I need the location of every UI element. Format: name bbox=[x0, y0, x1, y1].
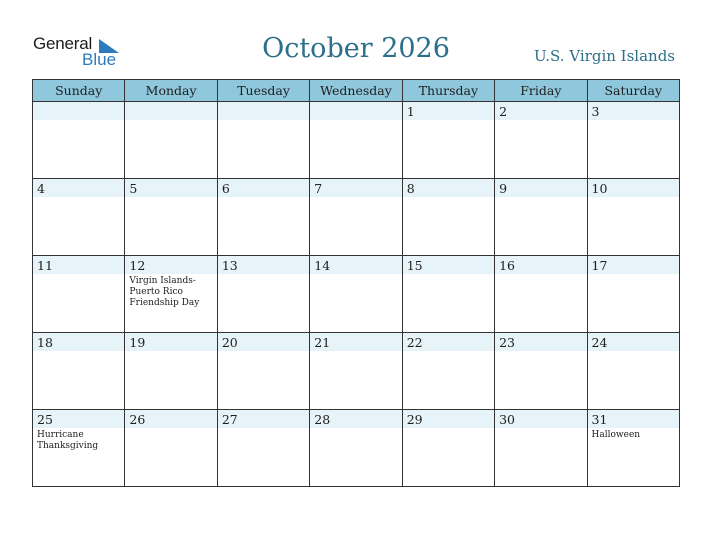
day-number: 10 bbox=[591, 181, 608, 196]
day-cell bbox=[402, 410, 494, 487]
day-cell bbox=[125, 102, 217, 179]
weekday-tuesday: Tuesday bbox=[217, 80, 309, 102]
day-number: 21 bbox=[314, 335, 331, 350]
day-number: 29 bbox=[406, 412, 423, 427]
day-number: 24 bbox=[591, 335, 608, 350]
holiday-label: Halloween bbox=[591, 430, 641, 440]
day-number bbox=[310, 102, 401, 120]
day-number: 5 bbox=[129, 181, 138, 196]
day-cell bbox=[495, 333, 587, 410]
weekday-saturday: Saturday bbox=[587, 80, 679, 102]
day-number: 26 bbox=[129, 412, 146, 427]
day-cell bbox=[217, 410, 309, 487]
day-number: 23 bbox=[499, 335, 516, 350]
day-number: 17 bbox=[591, 258, 608, 273]
day-cell bbox=[587, 410, 679, 487]
day-cell bbox=[402, 102, 494, 179]
day-cell bbox=[587, 179, 679, 256]
day-cell bbox=[33, 179, 125, 256]
day-cell bbox=[125, 179, 217, 256]
week-row bbox=[33, 333, 680, 410]
week-row bbox=[33, 410, 680, 487]
weekday-sunday: Sunday bbox=[33, 80, 125, 102]
day-cell bbox=[310, 333, 402, 410]
day-cell bbox=[310, 256, 402, 333]
day-cell bbox=[402, 333, 494, 410]
day-number: 4 bbox=[37, 181, 45, 196]
day-number bbox=[125, 102, 216, 120]
week-row bbox=[33, 179, 680, 256]
calendar-grid bbox=[32, 79, 680, 487]
day-number: 22 bbox=[406, 335, 423, 350]
day-number: 12 bbox=[129, 258, 146, 273]
week-row bbox=[33, 102, 680, 179]
day-number: 11 bbox=[37, 258, 53, 273]
day-number: 9 bbox=[499, 181, 508, 196]
day-cell bbox=[217, 102, 309, 179]
weekday-thursday: Thursday bbox=[402, 80, 494, 102]
day-number bbox=[218, 102, 309, 120]
day-cell bbox=[495, 179, 587, 256]
day-number: 16 bbox=[499, 258, 516, 273]
logo-text-general: General bbox=[33, 34, 93, 53]
day-cell bbox=[125, 410, 217, 487]
calendar-title: October 2026 bbox=[262, 33, 450, 64]
day-cell bbox=[217, 256, 309, 333]
week-row bbox=[33, 256, 680, 333]
day-cell bbox=[310, 102, 402, 179]
day-cell bbox=[125, 333, 217, 410]
day-cell bbox=[310, 410, 402, 487]
day-number: 1 bbox=[406, 104, 415, 119]
day-number: 25 bbox=[37, 412, 53, 427]
day-number: 2 bbox=[499, 104, 508, 119]
day-number: 31 bbox=[591, 412, 608, 427]
day-cell bbox=[33, 333, 125, 410]
day-number: 19 bbox=[129, 335, 146, 350]
weekday-monday: Monday bbox=[125, 80, 217, 102]
day-number: 15 bbox=[406, 258, 423, 273]
day-cell bbox=[217, 333, 309, 410]
day-number: 20 bbox=[221, 335, 238, 350]
weekday-friday: Friday bbox=[495, 80, 587, 102]
day-number: 30 bbox=[499, 412, 516, 427]
holiday-label: Hurricane Thanksgiving bbox=[37, 430, 99, 451]
day-number: 28 bbox=[314, 412, 331, 427]
day-number: 13 bbox=[221, 258, 238, 273]
day-number: 14 bbox=[314, 258, 331, 273]
day-number: 3 bbox=[591, 104, 600, 119]
day-cell bbox=[33, 102, 125, 179]
day-cell bbox=[402, 179, 494, 256]
day-cell bbox=[495, 410, 587, 487]
weekday-wednesday: Wednesday bbox=[310, 80, 402, 102]
logo-text-blue: Blue bbox=[82, 50, 117, 69]
day-number: 8 bbox=[406, 181, 415, 196]
day-number bbox=[33, 102, 124, 120]
day-cell bbox=[125, 256, 217, 333]
day-cell bbox=[587, 102, 679, 179]
day-number: 6 bbox=[221, 181, 230, 196]
day-cell bbox=[587, 333, 679, 410]
day-cell bbox=[33, 410, 125, 487]
day-number: 27 bbox=[221, 412, 238, 427]
day-cell bbox=[495, 102, 587, 179]
day-cell bbox=[217, 179, 309, 256]
day-cell bbox=[495, 256, 587, 333]
day-cell bbox=[310, 179, 402, 256]
day-cell bbox=[402, 256, 494, 333]
day-cell bbox=[587, 256, 679, 333]
holiday-label: Virgin Islands- Puerto Rico Friendship Day bbox=[129, 276, 200, 308]
region-label: U.S. Virgin Islands bbox=[534, 47, 675, 65]
weekday-header-row bbox=[33, 80, 680, 102]
day-number: 7 bbox=[314, 181, 323, 196]
day-number: 18 bbox=[37, 335, 53, 350]
day-cell bbox=[33, 256, 125, 333]
